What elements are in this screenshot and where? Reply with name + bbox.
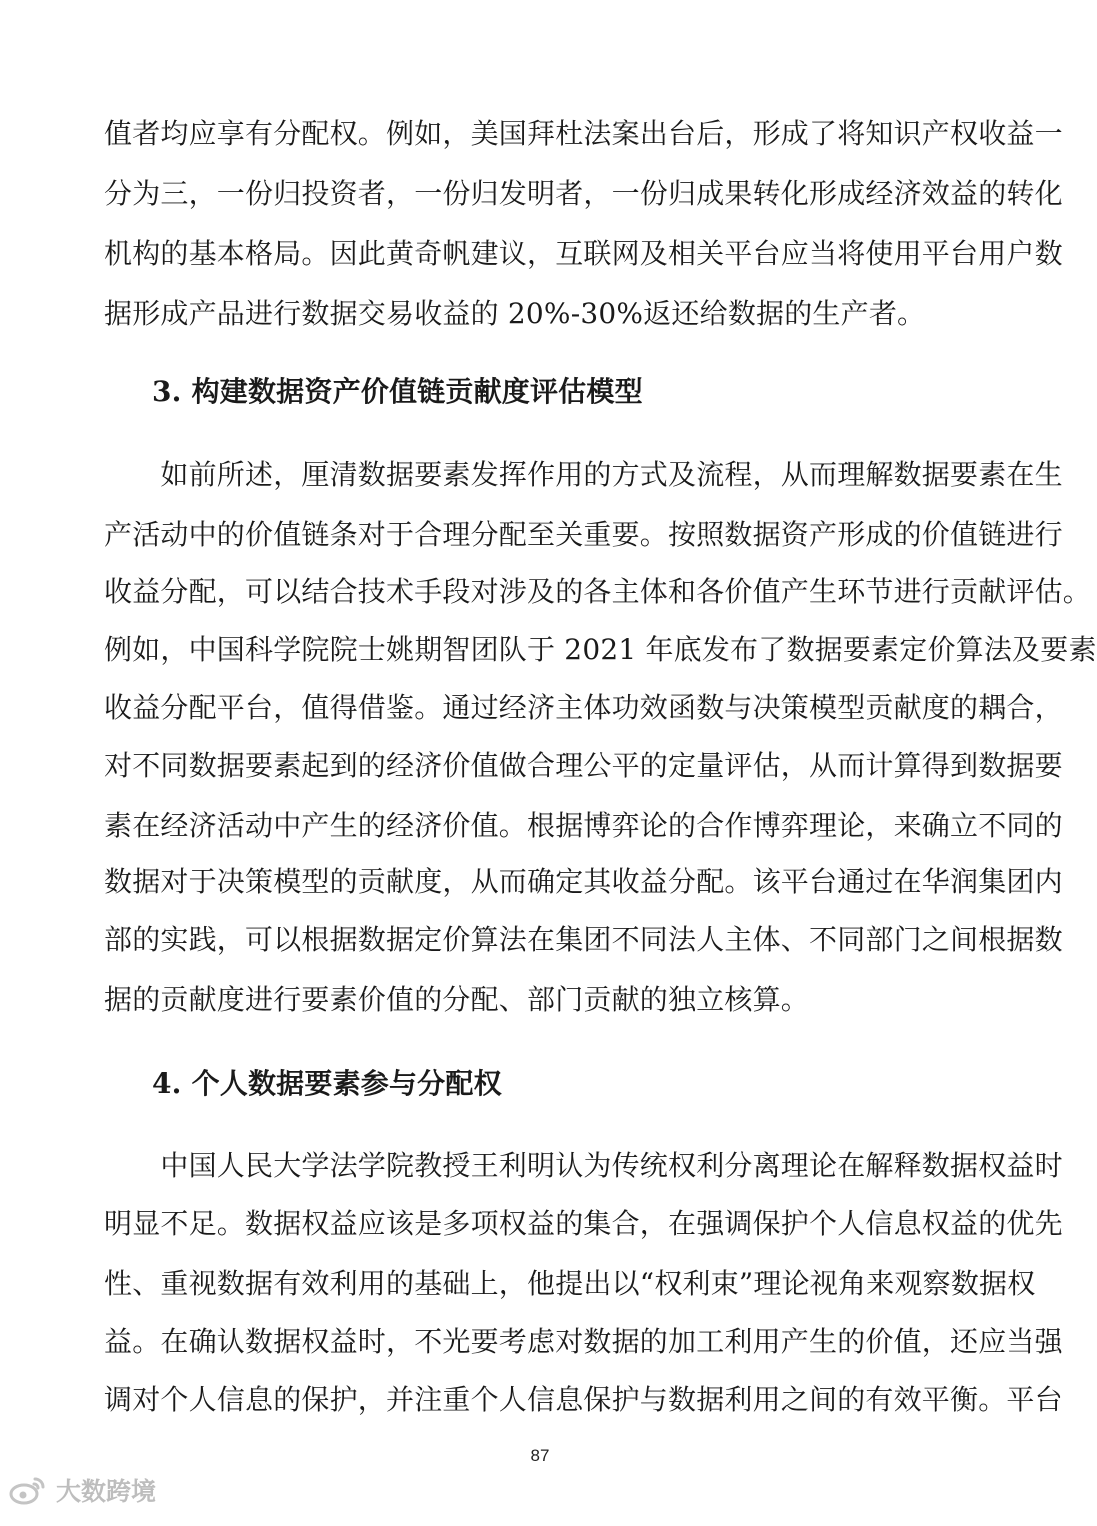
paragraph-line: 收益分配平台，值得借鉴。通过经济主体功效函数与决策模型贡献度的耦合， — [104, 691, 1063, 724]
paragraph-line: 收益分配，可以结合技术手段对涉及的各主体和各价值产生环节进行贡献评估。 — [104, 575, 1092, 608]
paragraph-line: 据的贡献度进行要素价值的分配、部门贡献的独立核算。 — [104, 983, 810, 1016]
section-heading: 4. 个人数据要素参与分配权 — [152, 1067, 502, 1100]
paragraph-line: 如前所述，厘清数据要素发挥作用的方式及流程，从而理解数据要素在生 — [104, 458, 1063, 491]
paragraph-line: 数据对于决策模型的贡献度，从而确定其收益分配。该平台通过在华润集团内 — [104, 865, 1063, 898]
watermark-text: 大数跨境 — [56, 1477, 157, 1506]
paragraph-line: 据形成产品进行数据交易收益的 20%-30%返还给数据的生产者。 — [104, 297, 926, 330]
paragraph-line: 明显不足。数据权益应该是多项权益的集合，在强调保护个人信息权益的优先 — [104, 1207, 1063, 1240]
paragraph-line: 部的实践，可以根据数据定价算法在集团不同法人主体、不同部门之间根据数 — [104, 923, 1063, 956]
paragraph-line: 对不同数据要素起到的经济价值做合理公平的定量评估，从而计算得到数据要 — [104, 749, 1063, 782]
paragraph-line: 分为三，一份归投资者，一份归发明者，一份归成果转化形成经济效益的转化 — [104, 177, 1063, 210]
paragraph-line: 素在经济活动中产生的经济价值。根据博弈论的合作博弈理论，来确立不同的 — [104, 809, 1063, 842]
paragraph-line: 产活动中的价值链条对于合理分配至关重要。按照数据资产形成的价值链进行 — [104, 518, 1063, 551]
paragraph-line: 益。在确认数据权益时，不光要考虑对数据的加工利用产生的价值，还应当强 — [104, 1325, 1063, 1358]
section-heading: 3. 构建数据资产价值链贡献度评估模型 — [152, 375, 643, 408]
paragraph-line: 值者均应享有分配权。例如，美国拜杜法案出台后，形成了将知识产权收益一 — [104, 117, 1063, 150]
paragraph-line: 中国人民大学法学院教授王利明认为传统权利分离理论在解释数据权益时 — [104, 1149, 1063, 1182]
paragraph-line: 性、重视数据有效利用的基础上，他提出以“权利束”理论视角来观察数据权 — [104, 1267, 1036, 1300]
weibo-logo-icon — [8, 1473, 48, 1507]
watermark — [8, 1470, 156, 1510]
page-number: 87 — [530, 1446, 550, 1465]
paragraph-line: 调对个人信息的保护，并注重个人信息保护与数据利用之间的有效平衡。平台 — [104, 1383, 1063, 1416]
paragraph-line: 例如，中国科学院院士姚期智团队于 2021 年底发布了数据要素定价算法及要素 — [104, 633, 1097, 666]
paragraph-line: 机构的基本格局。因此黄奇帆建议，互联网及相关平台应当将使用平台用户数 — [104, 237, 1063, 270]
